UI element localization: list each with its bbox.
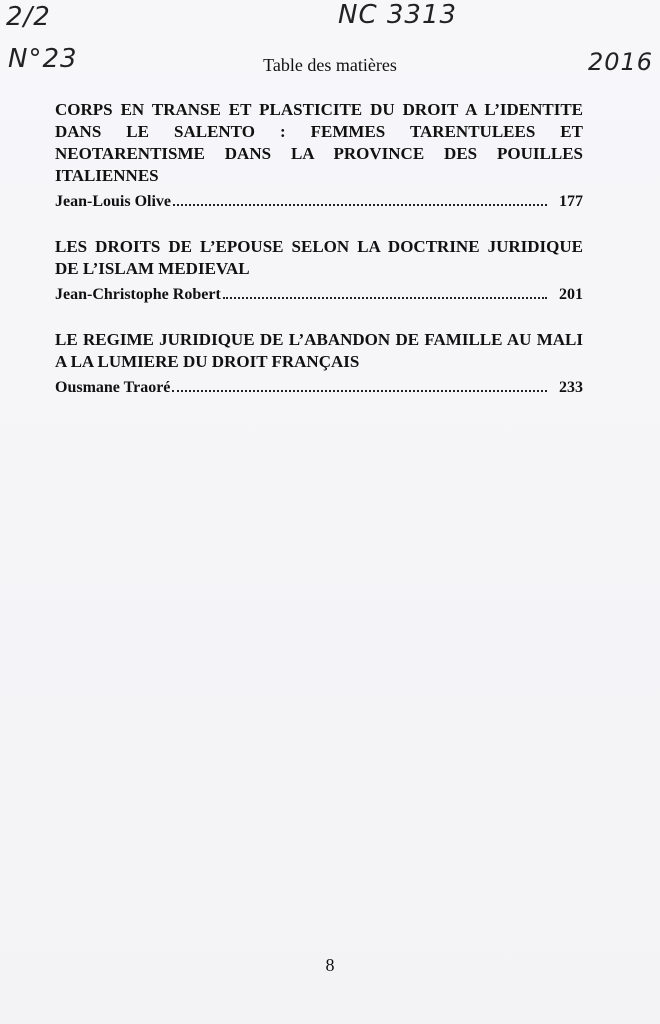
toc-entry-author-line — [55, 284, 583, 306]
running-head: Table des matières — [263, 55, 397, 75]
toc-entry — [55, 236, 583, 306]
toc-entry — [55, 329, 583, 399]
toc-entry-title: CORPS EN TRANSE ET PLASTICITE DU DROIT A L’IDENTITE DANS LE SALENTO : FEMMES TARENTULEES ET NEOTARENTISME DANS LA PROVINCE DES POUILLES ITALIENNES — [55, 100, 583, 185]
handwritten-annotation-top-left: 2/2 — [6, 2, 51, 32]
toc-entry-page: 177 — [559, 193, 583, 210]
toc-entries — [55, 99, 583, 422]
dot-leader — [173, 203, 547, 206]
handwritten-annotation-top-center: NC 3313 — [338, 0, 458, 30]
toc-entry-page: 201 — [559, 286, 583, 303]
handwritten-annotation-number: N°23 — [8, 44, 78, 74]
handwritten-annotation-year: 2016 — [588, 48, 654, 76]
toc-entry-page: 233 — [559, 379, 583, 396]
toc-entry-author: Ousmane Traoré — [55, 379, 171, 396]
toc-entry-author: Jean-Louis Olive — [55, 193, 172, 210]
page-number: 8 — [325, 955, 335, 975]
dot-leader — [172, 389, 547, 392]
toc-entry-title: LES DROITS DE L’EPOUSE SELON LA DOCTRINE JURIDIQUE DE L’ISLAM MEDIEVAL — [55, 237, 583, 278]
toc-entry-author-line — [55, 377, 583, 399]
dot-leader — [223, 296, 547, 299]
toc-entry-title: LE REGIME JURIDIQUE DE L’ABANDON DE FAMILLE AU MALI A LA LUMIERE DU DROIT FRANÇAIS — [55, 330, 583, 371]
toc-entry-author: Jean-Christophe Robert — [55, 286, 221, 303]
toc-entry-author-line — [55, 191, 583, 213]
toc-entry — [55, 99, 583, 213]
